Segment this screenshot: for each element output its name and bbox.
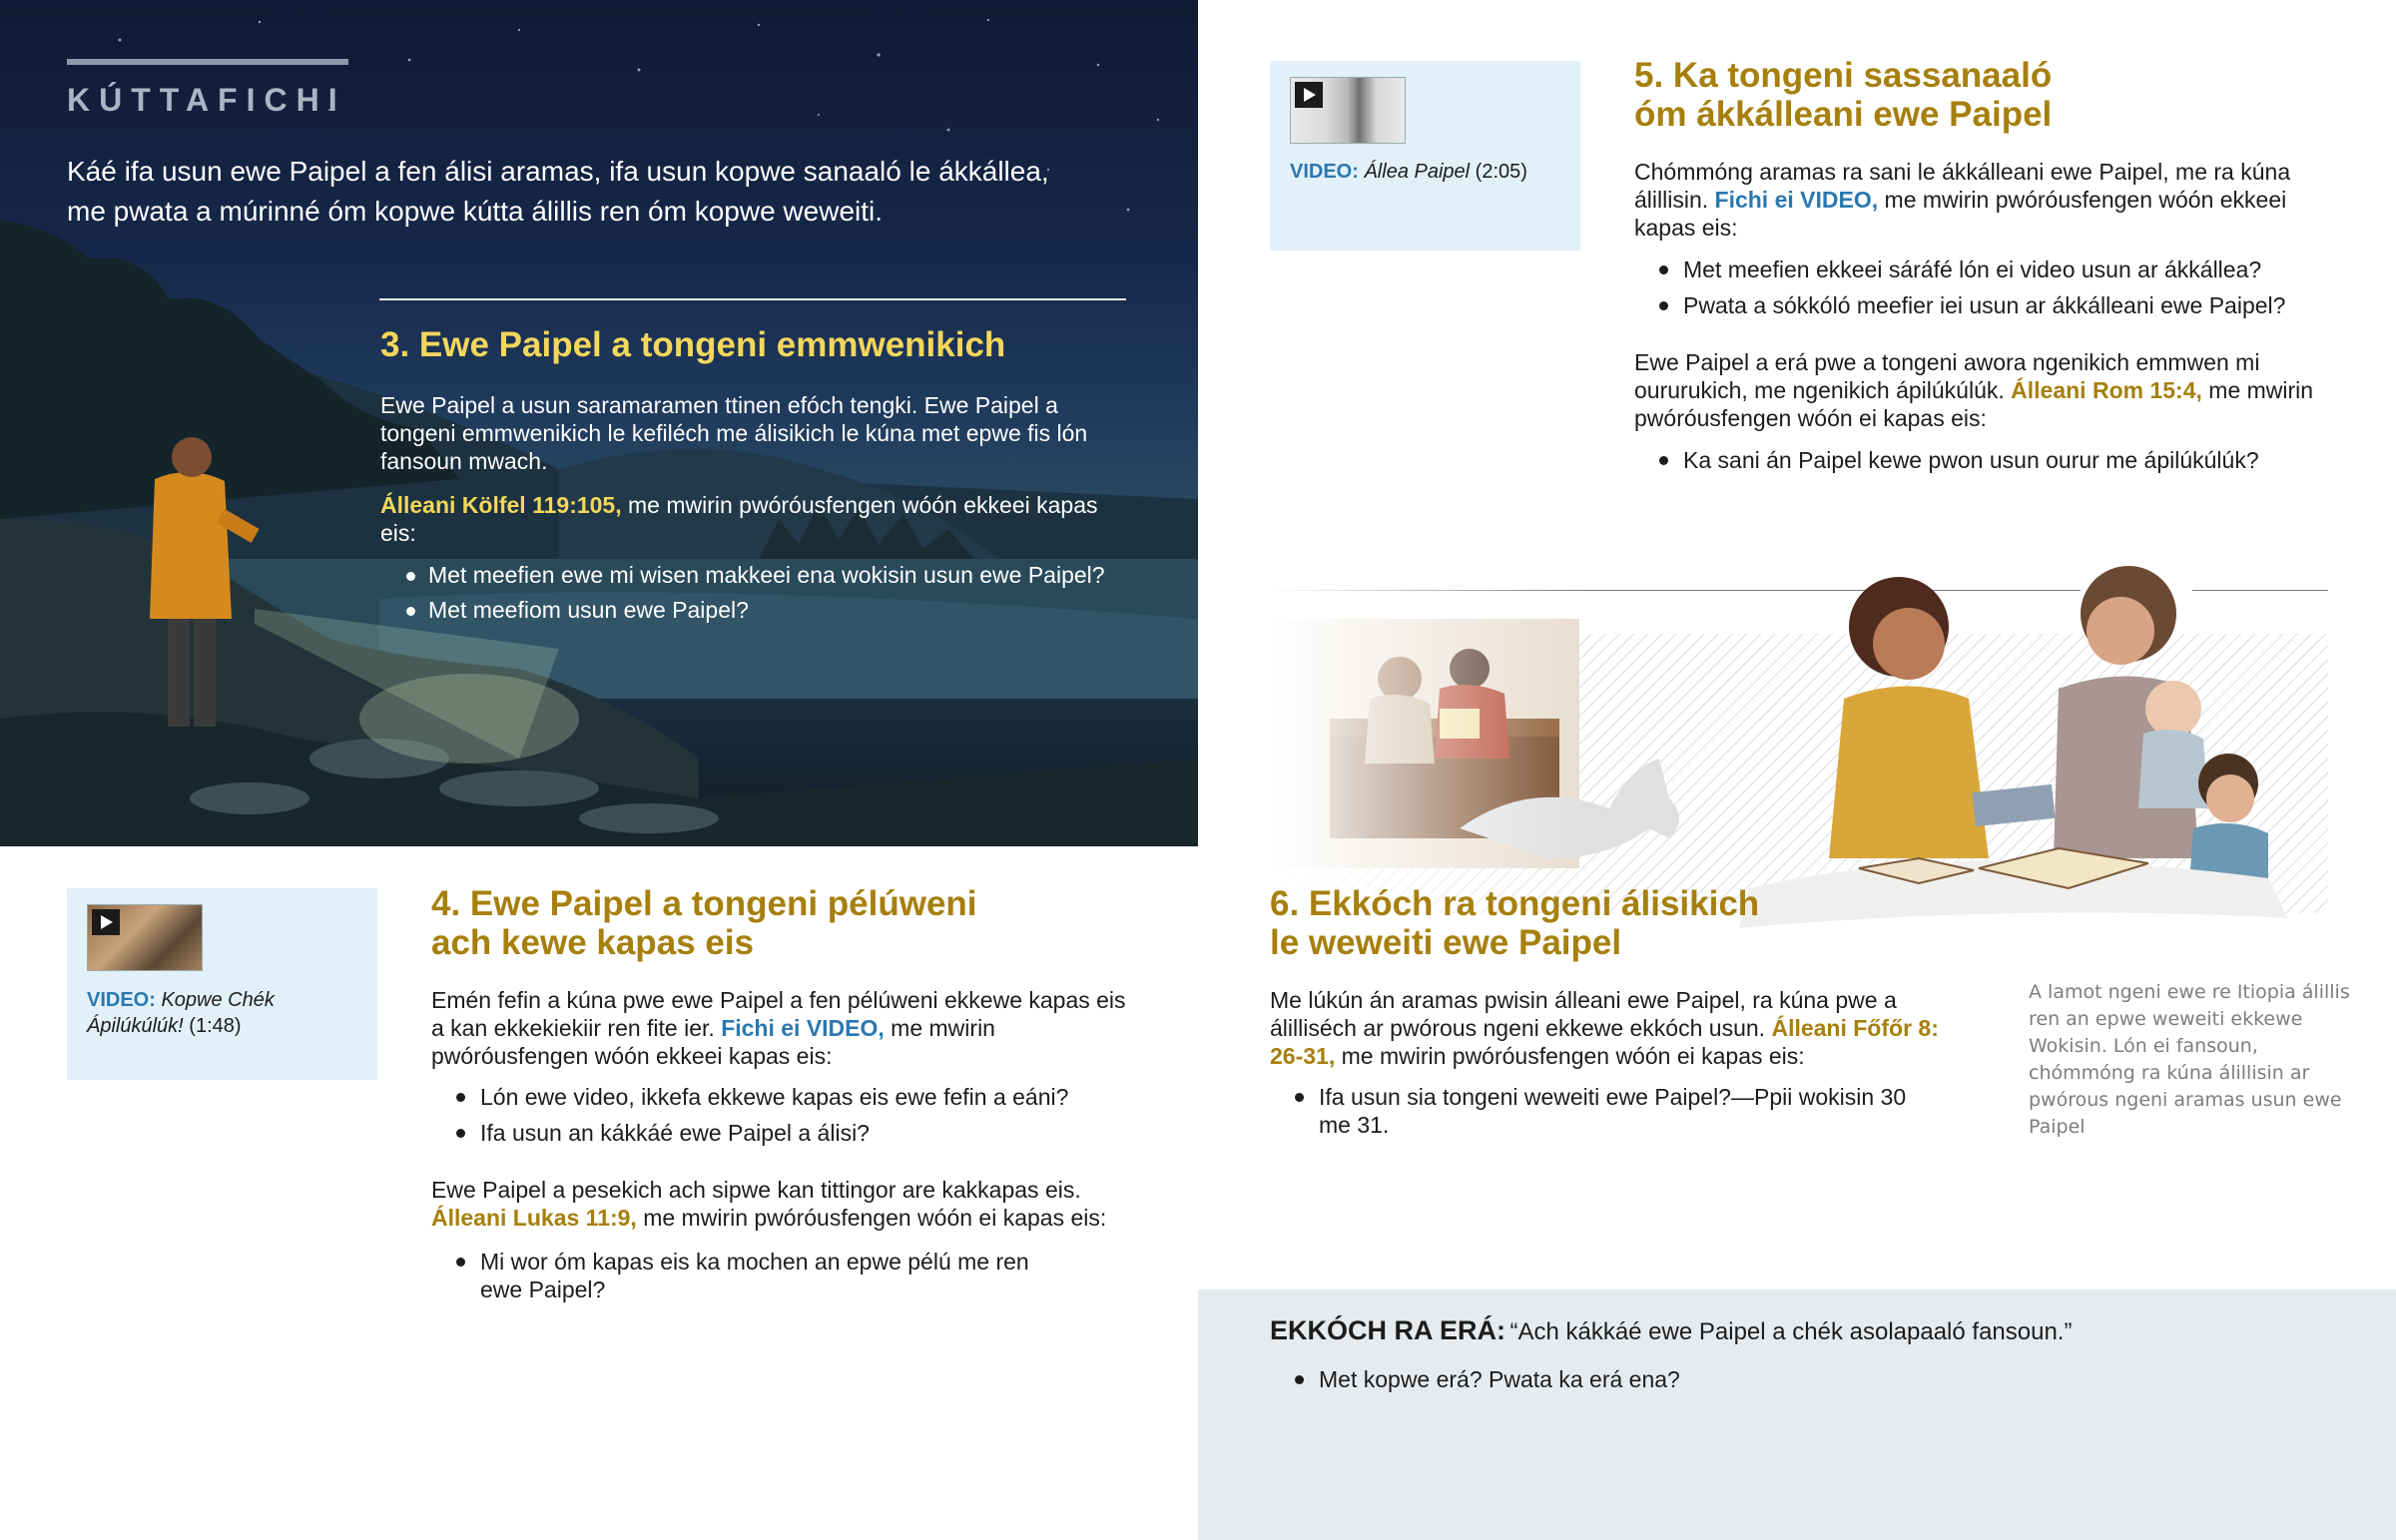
section-5-paragraph-1 (1634, 158, 2323, 242)
question-item: Met meefiom usun ewe Paipel? (406, 596, 1125, 624)
title-line: 4. Ewe Paipel a tongeni pélúweni (431, 884, 977, 923)
video-title[interactable]: Kopwe Chék Ápilúkúlúk! (87, 989, 275, 1037)
video-duration: (2:05) (1475, 161, 1527, 183)
section-5-title (1634, 56, 2052, 134)
section-5-paragraph-2 (1634, 348, 2323, 432)
section-4-paragraph-2 (431, 1176, 1130, 1232)
video-box-sec4[interactable] (67, 888, 377, 1080)
discussion-label: EKKÓCH RA ERÁ: (1270, 1315, 1505, 1345)
title-line: ach kewe kapas eis (431, 923, 754, 962)
video-box-sec5[interactable] (1270, 61, 1580, 251)
section-6-questions (1295, 1083, 1919, 1147)
question-item: Lón ewe video, ikkefa ekkewe kapas eis ewe fefin a eáni? (456, 1083, 1135, 1111)
section-3-questions (406, 561, 1125, 631)
question-item: Ifa usun an kákkáé ewe Paipel a álisi? (456, 1119, 1135, 1147)
divider (379, 298, 1126, 300)
video-thumbnail[interactable] (87, 904, 203, 971)
section-5-questions-2 (1659, 446, 2338, 482)
paragraph-text: me mwirin pwóróusfengen wóón ei kapas eis: (636, 1205, 1107, 1231)
question-item: Met meefien ekkeei sáráfé lón ei video usun ar ákkállea? (1659, 256, 2338, 283)
read-instruction: me mwirin pwóróusfengen wóón ekkeei kapas eis: (380, 492, 1098, 546)
section-4-questions-1 (456, 1083, 1135, 1155)
title-line: le weweiti ewe Paipel (1270, 923, 1622, 962)
intro-paragraph: Káé ifa usun ewe Paipel a fen álisi aramas, ifa usun kopwe sanaaló le ákkállea, me pwata a múrinné óm kopwe kútta álillis ren óm kopwe weweiti. (67, 156, 1049, 227)
video-caption (1290, 159, 1569, 185)
scripture-reference[interactable]: Álleani Lukas 11:9, (431, 1205, 637, 1231)
paragraph-text: Ewe Paipel a erá pwe a tongeni awora ngenikich emmwen mi oururukich, me ngenikich ápilúkúlúk. (1634, 349, 2260, 403)
question-item: Ifa usun sia tongeni weweiti ewe Paipel?—Ppii wokisin 30 me 31. (1295, 1083, 1919, 1139)
discussion-questions (1295, 1365, 2193, 1401)
scripture-reference[interactable]: Álleani Főfőr 8: 26-31, (1270, 1015, 1939, 1069)
paragraph-text: Emén fefin a kúna pwe ewe Paipel a fen pélúweni ekkewe kapas eis a kan ekkekiekiir ren fite ier. (431, 987, 1126, 1041)
question-item: Met kopwe erá? Pwata ka erá ena? (1295, 1365, 2193, 1393)
discussion-quote: “Ach kákkáé ewe Paipel a chék asolapaaló fansoun.” (1509, 1318, 2073, 1345)
question-item: Ka sani án Paipel kewe pwon usun ourur me ápilúkúlúk? (1659, 446, 2338, 474)
section-4-paragraph-1 (431, 986, 1130, 1070)
video-label: VIDEO: (1290, 161, 1359, 183)
title-line: 5. Ka tongeni sassanaaló (1634, 56, 2053, 95)
paragraph-text: Me lúkún án aramas pwisin álleani ewe Paipel, ra kúna pwe a álilliséch ar pwórous ngeni ekkewe ekkóch usun. (1270, 987, 1897, 1041)
question-item: Pwata a sókkóló meefier iei usun ar ákkálleani ewe Paipel? (1659, 291, 2338, 319)
play-icon[interactable] (1295, 82, 1323, 108)
section-4-title (431, 884, 977, 962)
video-link[interactable]: Fichi ei VIDEO, (1714, 187, 1879, 213)
video-thumbnail[interactable] (1290, 77, 1406, 144)
video-caption (87, 987, 366, 1039)
discussion-heading (1270, 1315, 2348, 1346)
video-link[interactable]: Fichi ei VIDEO, (721, 1015, 885, 1041)
paragraph-text: me mwirin pwóróusfengen wóón ekkeei kapas eis: (1634, 187, 2287, 241)
paragraph-text: me mwirin pwóróusfengen wóón ei kapas eis: (1634, 377, 2314, 431)
kicker-bar (67, 59, 348, 65)
illustration-caption: A lamot ngeni ewe re Itiopia álillis ren an epwe weweiti ekkewe Wokisin. Lón ei fansoun, chómmóng ra kúna álillisin ar pwórous ngeni aramas usun ewe Paipel (2029, 981, 2350, 1138)
question-item: Met meefien ewe mi wisen makkeei ena wokisin usun ewe Paipel? (406, 561, 1125, 589)
section-4-questions-2 (456, 1248, 1035, 1311)
paragraph-text: me mwirin pwóróusfengen wóón ei kapas eis: (1335, 1043, 1805, 1069)
section-3-title: 3. Ewe Paipel a tongeni emmwenikich (380, 325, 1006, 364)
section-kicker: KÚTTAFICHI (67, 82, 346, 118)
play-icon[interactable] (92, 909, 120, 935)
video-title[interactable]: Állea Paipel (1364, 161, 1471, 183)
paragraph-text: Ewe Paipel a pesekich ach sipwe kan tittingor are kakkapas eis. (431, 1177, 1081, 1203)
hero-night-scene (0, 0, 1198, 846)
title-line: óm ákkálleani ewe Paipel (1634, 95, 2053, 134)
section-3-body: Ewe Paipel a usun saramaramen ttinen efóch tengki. Ewe Paipel a tongeni emmwenikich le kefiléch me álisikich le kúna met epwe fis lón fansoun mwach. (380, 392, 1088, 474)
section-6-paragraph-1 (1270, 986, 1939, 1070)
paragraph-text: Chómmóng aramas ra sani le ákkálleani ewe Paipel, me ra kúna álillisin. (1634, 159, 2291, 213)
discussion-box (1198, 1289, 2396, 1540)
section-5-questions-1 (1659, 256, 2338, 327)
title-line: 6. Ekkóch ra tongeni álisikich (1270, 884, 1760, 923)
question-item: Mi wor óm kapas eis ka mochen an epwe pélú me ren ewe Paipel? (456, 1248, 1035, 1303)
section-6-title (1270, 884, 1759, 962)
video-duration: (1:48) (189, 1015, 242, 1037)
scripture-reference[interactable]: Álleani Kölfel 119:105, (380, 492, 622, 518)
video-label: VIDEO: (87, 989, 156, 1011)
paragraph-text: me mwirin pwóróusfengen wóón ekkeei kapas eis: (431, 1015, 995, 1069)
scripture-reference[interactable]: Álleani Rom 15:4, (2011, 377, 2202, 403)
section-3-read-line (380, 491, 1099, 547)
